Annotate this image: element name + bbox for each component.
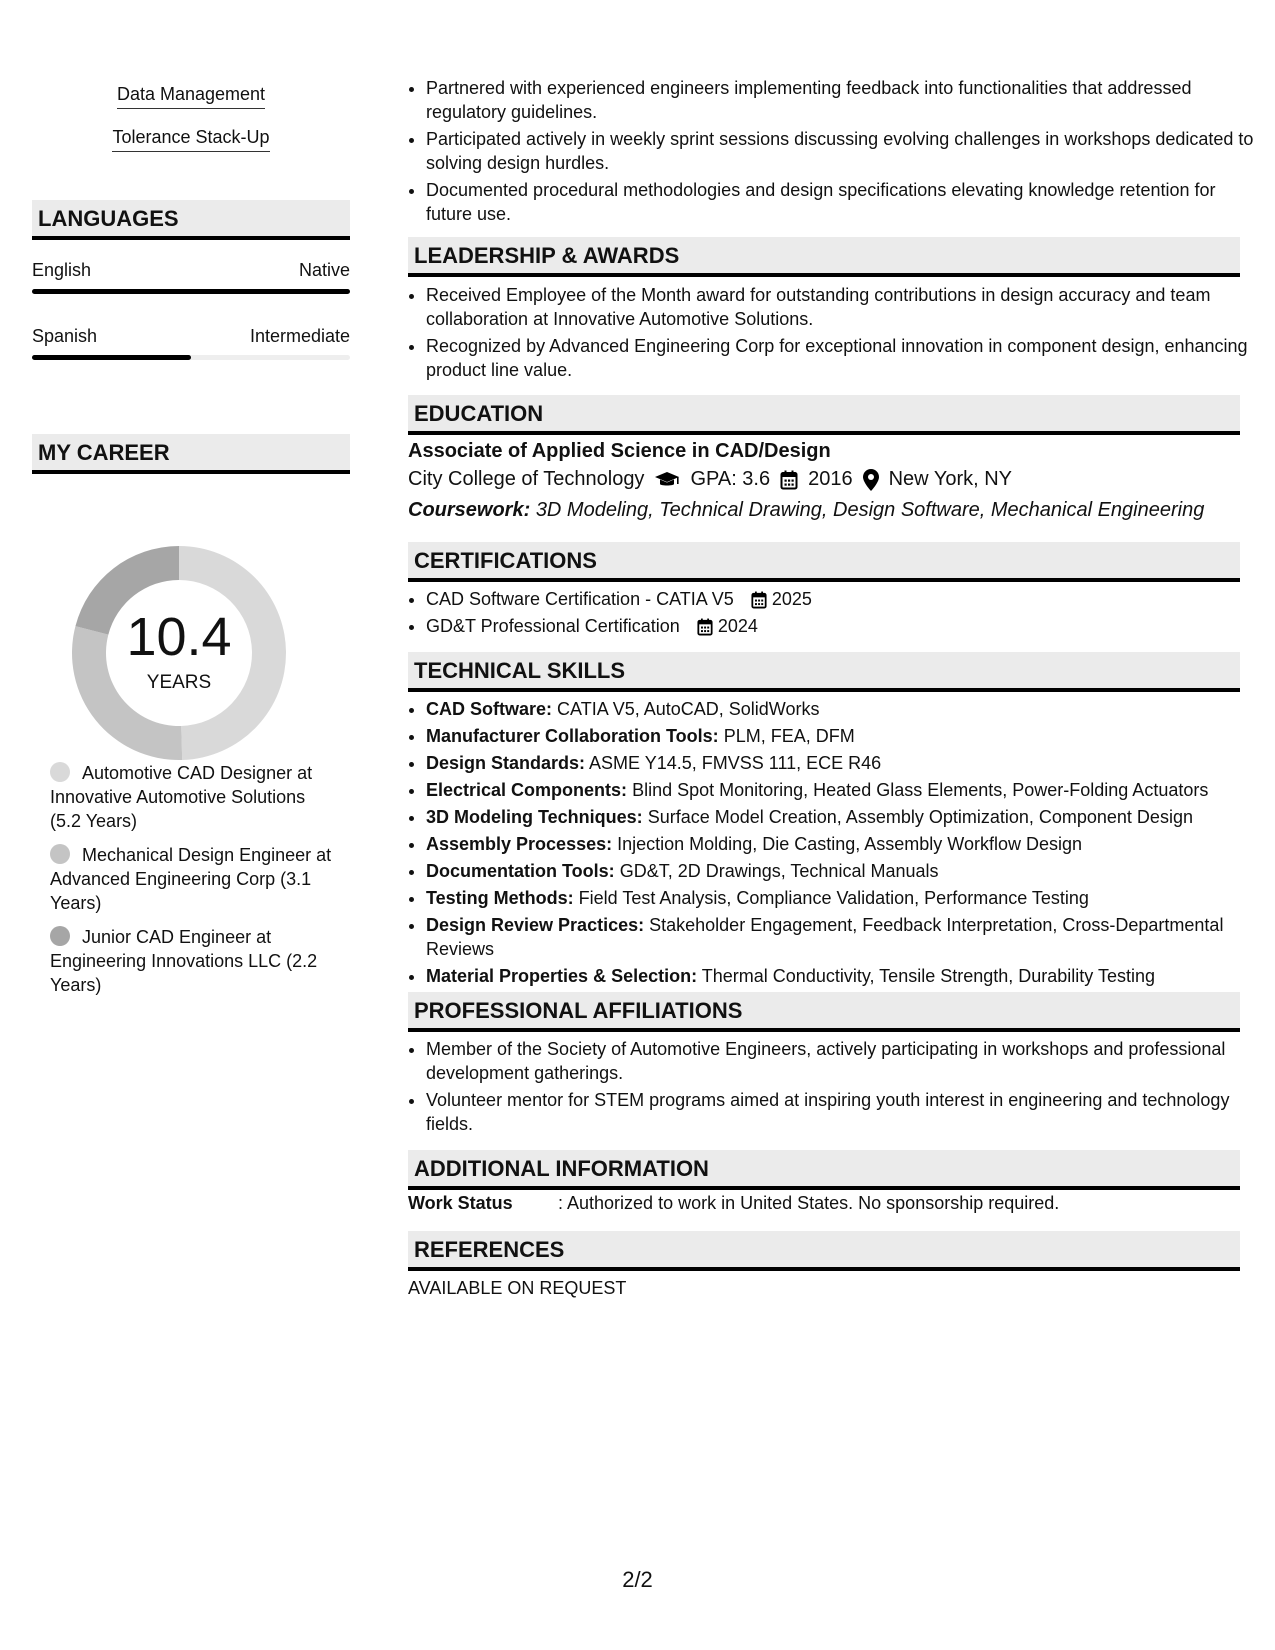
cert-name: GD&T Professional Certification [426,616,680,636]
list-item: • Testing Methods: Field Test Analysis, Compliance Validation, Performance Testing [426,886,1258,910]
leadership-heading: LEADERSHIP & AWARDS [408,237,1240,277]
list-item: • Design Review Practices: Stakeholder Engagement, Feedback Interpretation, Cross-Departmental Reviews [426,913,1258,961]
list-item: • Participated actively in weekly sprint sessions discussing evolving challenges in workshops dedicated to solving design hurdles. [426,127,1258,175]
career-role-label: Mechanical Design Engineer at Advanced Engineering Corp (3.1 Years) [50,845,332,913]
legend-dot [50,844,70,864]
list-item: • Assembly Processes: Injection Molding, Die Casting, Assembly Workflow Design [426,832,1258,856]
career-total-unit: YEARS [146,672,212,693]
education-location: New York, NY [888,468,1012,490]
page-number: 2/2 [622,1567,653,1592]
career-donut [66,540,292,766]
career-role-label: Junior CAD Engineer at Engineering Innovations LLC (2.2 Years) [50,927,318,995]
affiliations-heading: PROFESSIONAL AFFILIATIONS [408,992,1240,1032]
calendar-icon [780,470,798,490]
language-level: Native [298,260,350,280]
skill-tag: Data Management [32,84,350,109]
language-proficiency-bar [32,289,350,294]
calendar-icon [697,618,713,636]
list-item: • Volunteer mentor for STEM programs aimed at inspiring youth interest in engineering and technology fields. [426,1088,1258,1136]
coursework-value: 3D Modeling, Technical Drawing, Design Software, Mechanical Engineering [535,499,1205,521]
list-item [426,587,1258,611]
certifications-list [408,587,1258,641]
cert-year: 2024 [717,616,758,636]
career-role [50,761,340,833]
list-item [426,614,1258,638]
list-item: • Documented procedural methodologies and design specifications elevating knowledge retention for future use. [426,178,1258,226]
language-name: Spanish [32,326,98,346]
language-proficiency-fill [32,355,191,360]
language-row [32,326,350,347]
list-item: • CAD Software: CATIA V5, AutoCAD, SolidWorks [426,697,1258,721]
skill-tag: Tolerance Stack-Up [32,127,350,152]
work-status-label: Work Status [408,1193,513,1213]
gpa: GPA: 3.6 [690,468,771,490]
technical-skills-list [408,697,1258,991]
references-text: AVAILABLE ON REQUEST [408,1278,627,1298]
education-heading: EDUCATION [408,395,1240,435]
graduation-year: 2016 [808,468,853,490]
work-status-value: : Authorized to work in United States. No sponsorship required. [558,1193,1060,1213]
list-item: • Member of the Society of Automotive Engineers, actively participating in workshops and professional development gatherings. [426,1037,1258,1085]
cert-name: CAD Software Certification - CATIA V5 [426,589,734,609]
career-role [50,925,340,997]
career-role-label: Automotive CAD Designer at Innovative Automotive Solutions (5.2 Years) [50,763,313,831]
list-item: • 3D Modeling Techniques: Surface Model Creation, Assembly Optimization, Component Design [426,805,1258,829]
languages-heading: LANGUAGES [32,200,350,240]
list-item: • Design Standards: ASME Y14.5, FMVSS 111, ECE R46 [426,751,1258,775]
language-proficiency-bar [32,355,350,360]
language-row [32,260,350,281]
list-item: • Manufacturer Collaboration Tools: PLM, FEA, DFM [426,724,1258,748]
references-heading: REFERENCES [408,1231,1240,1271]
graduation-cap-icon [654,471,680,489]
education-meta [408,468,1012,491]
legend-dot [50,926,70,946]
calendar-icon [751,591,767,609]
degree-title: Associate of Applied Science in CAD/Design [408,440,831,462]
list-item: • Material Properties & Selection: Thermal Conductivity, Tensile Strength, Durability Testing [426,964,1258,988]
location-pin-icon [863,469,879,491]
work-status-row [408,1193,1059,1214]
career-role [50,843,340,915]
list-item: • Received Employee of the Month award for outstanding contributions in design accuracy and team collaboration at Innovative Automotive Solutions. [426,283,1258,331]
experience-bullets [408,76,1258,229]
school-name: City College of Technology [408,468,645,490]
affiliations-list [408,1037,1258,1139]
list-item: • Documentation Tools: GD&T, 2D Drawings, Technical Manuals [426,859,1258,883]
career-heading: MY CAREER [32,434,350,474]
language-name: English [32,260,92,280]
legend-dot [50,762,70,782]
leadership-list [408,283,1258,385]
career-total-years: 10.4 [126,607,232,667]
list-item: • Partnered with experienced engineers implementing feedback into functionalities that addressed regulatory guidelines. [426,76,1258,124]
coursework [408,499,1204,522]
cert-year: 2025 [771,589,812,609]
list-item: • Electrical Components: Blind Spot Monitoring, Heated Glass Elements, Power-Folding Actuators [426,778,1258,802]
language-level: Intermediate [249,326,350,346]
certifications-heading: CERTIFICATIONS [408,542,1240,582]
additional-info-heading: ADDITIONAL INFORMATION [408,1150,1240,1190]
technical-skills-heading: TECHNICAL SKILLS [408,652,1240,692]
list-item: • Recognized by Advanced Engineering Corp for exceptional innovation in component design, enhancing product line value. [426,334,1258,382]
language-proficiency-fill [32,289,350,294]
coursework-label: Coursework: [408,499,531,521]
